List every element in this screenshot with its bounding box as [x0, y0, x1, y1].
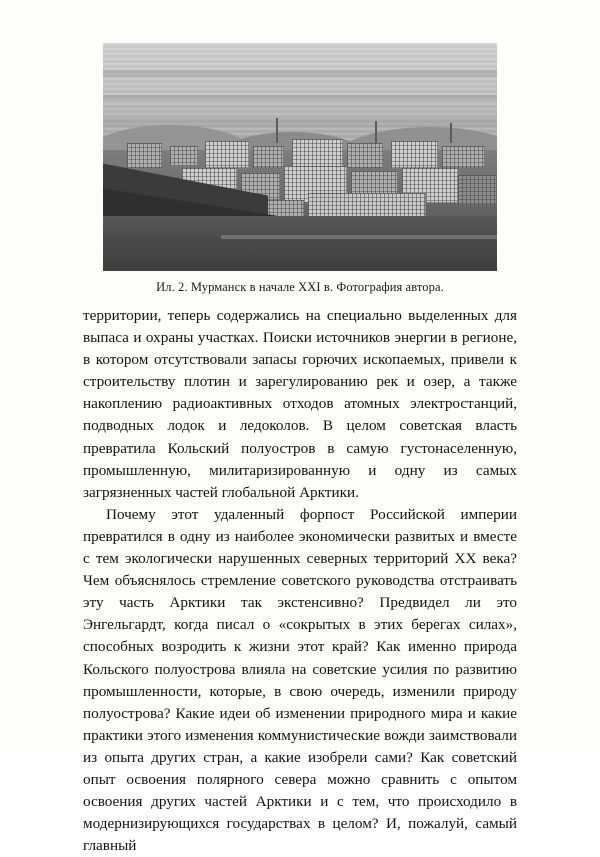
photo-building [170, 146, 198, 167]
photo-cloud-band [103, 95, 497, 100]
body-text [83, 305, 517, 857]
figure-block [103, 43, 497, 295]
photo-road [221, 235, 497, 240]
photo-antenna [375, 121, 377, 144]
photo-murmansk-cityscape [103, 43, 497, 271]
photo-antenna [276, 118, 278, 143]
photo-cloud-band [103, 70, 497, 77]
paragraph: Почему этот удаленный форпост Российской империи превратился в одну из наиболее экономически развитых и вместе с тем экологически нарушенных северных территорий XX века? Чем объяснялось стремление советского руководства отстраивать эту часть Арктики так экстенсивно? Предвидел ли это Энгельгардт, когда писал о «сокрытых в этих берегах силах», способных возродить к жизни этот край? Как именно природа Кольского полуострова влияла на советские усилия по развитию промышленности, которые, в свою очередь, изменили природу полуострова? Какие идеи об изменении природного мира и какие практики этого изменения коммунистические вожди заимствовали из опыта других стран, а какие изобрели сами? Как советский опыт освоения полярного севера можно сравнить с опытом освоения других частей Арктики и с тем, что происходило в модернизирующихся государствах в целом? И, пожалуй, самый главный [83, 505, 517, 855]
photo-building [347, 143, 382, 168]
photo-building [292, 139, 343, 169]
photo-building [442, 146, 485, 169]
photo-building [205, 141, 248, 168]
figure-caption: Ил. 2. Мурманск в начале XXI в. Фотография автора. [156, 280, 444, 294]
paragraph: территории, теперь содержались на специально выделенных для выпаса и охраны участках. Поиски источников энергии в регионе, в котором отсутствовали запасы горючих ископаемых, привели к строительству плотин и зарегулированию рек и озер, а также накоплению радиоактивных отходов атомных электростанций, подводных лодок и ледоколов. В целом советская власть превратила Кольский полуостров в самую густонаселенную, промышленную, милитаризированную и одну из самых загрязненных частей глобальной Арктики. [83, 307, 517, 501]
photo-building [458, 175, 497, 205]
photo-antenna [450, 123, 452, 144]
photo-building [253, 146, 285, 169]
photo-building [127, 143, 162, 168]
photo-building [391, 141, 438, 168]
photo-foreground [103, 216, 497, 271]
